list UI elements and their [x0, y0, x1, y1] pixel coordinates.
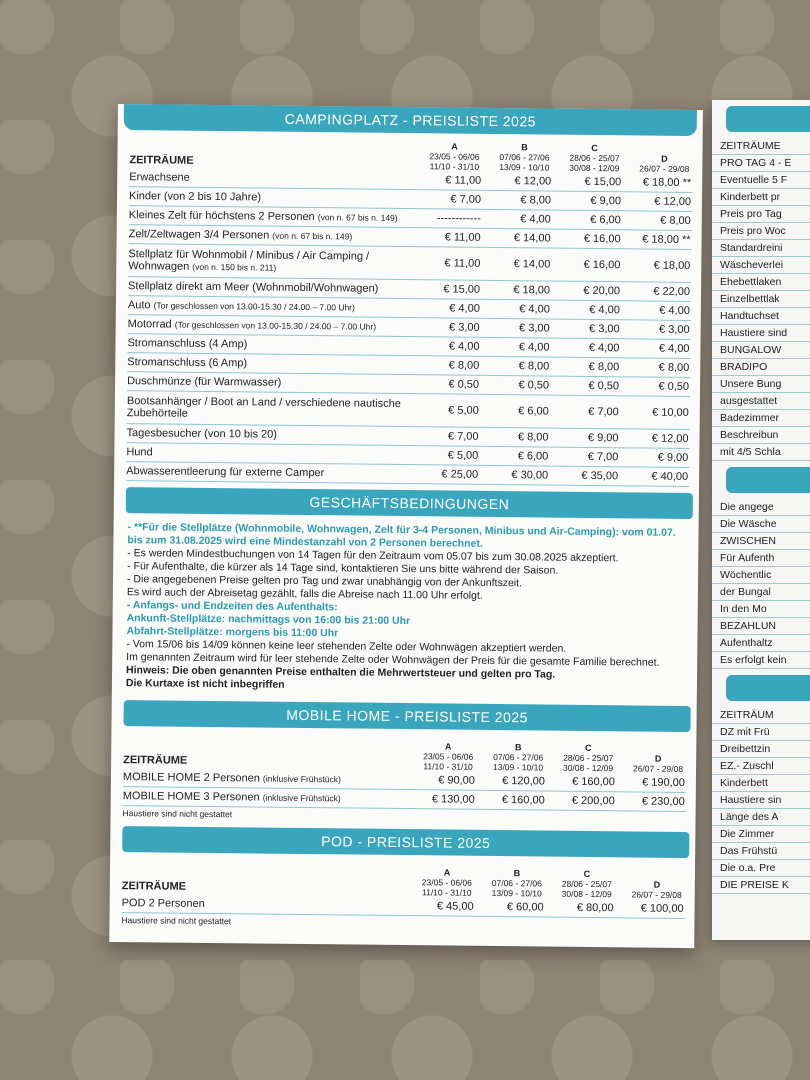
right-page-line: Kinderbett — [712, 775, 810, 792]
condition-item: Abfahrt-Stellplätze: morgens bis 11:00 Uhr — [126, 625, 339, 640]
condition-item: - **Für die Stellplätze (Wohnmobile, Wohnwagen, Zelt für 3-4 Personen, Minibus und Air-Camping): vom 01.07. bis zum 31.08.2025 wird eine Mindestanzahl von 2 Personen berechnet. — [127, 521, 676, 550]
right-page-line: Badezimmer — [712, 410, 810, 427]
condition-item: Ankunft-Stellplätze: nachmittags von 16:00 bis 21:00 Uhr — [126, 612, 411, 628]
right-page-line: Beschreibun — [712, 427, 810, 444]
season-dates: 30/08 - 12/09 — [569, 162, 620, 174]
condition-item: - Es werden Mindestbuchungen von 14 Tagen für den Zeitraum vom 05.07 bis zum 30.08.2025 akzeptiert. — [127, 547, 619, 565]
row-label — [127, 337, 417, 352]
row-label-text: MOBILE HOME 3 Personen — [122, 790, 260, 804]
right-page-line: Einzelbettlak — [712, 291, 810, 308]
price-cell: € 4,00 — [518, 341, 550, 354]
row-label-text: Stellplatz direkt am Meer (Wohnmobil/Wohnwagen) — [128, 280, 379, 295]
price-cell: € 4,00 — [519, 303, 550, 316]
season-letter: A — [444, 741, 452, 752]
row-label-note: (von n. 67 bis n. 149) — [317, 212, 398, 223]
price-cell: € 35,00 — [581, 469, 619, 483]
right-page-line: Haustiere sin — [712, 792, 810, 809]
price-cell: € 3,00 — [449, 321, 480, 334]
right-page-line: ausgestattet — [712, 393, 810, 410]
camping-title: CAMPINGPLATZ - PREISLISTE 2025 — [124, 104, 697, 136]
row-label — [126, 427, 416, 442]
right-page-line: Die Wäsche — [712, 516, 810, 533]
column-header — [123, 730, 686, 774]
mobile-home-title: MOBILE HOME - PREISLISTE 2025 — [123, 700, 690, 732]
right-page-line: Preis pro Tag — [712, 206, 810, 223]
price-cell: € 18,00 ** — [642, 176, 692, 190]
price-cell: ------------ — [436, 212, 481, 225]
column-header — [122, 856, 685, 900]
price-cell: € 0,50 — [588, 379, 620, 393]
row-label-note: (Tor geschlossen von 13.00-15.30 / 24.00 – 7.00 Uhr) — [153, 300, 355, 313]
condition-item: - Die angegebenen Preise gelten pro Tag und zwar unabhängig von der Ankunftszeit. — [126, 573, 523, 590]
right-page-mid — [712, 499, 810, 669]
price-cell: € 5,00 — [448, 404, 479, 417]
season-dates: 28/06 - 25/07 — [561, 878, 612, 890]
condition-item: - Für Aufenthalte, die kürzer als 14 Tage sind, kontaktieren Sie uns bitte während der Saison. — [127, 560, 559, 577]
season-column-d — [629, 153, 699, 174]
row-label-text: Duschmünze (für Warmwasser) — [127, 375, 282, 389]
price-cell: € 9,00 — [590, 194, 622, 208]
price-cell: € 120,00 — [502, 775, 545, 788]
condition-item: - Vom 15/06 bis 14/09 können keine leer stehenden Zelte oder Wohnwägen akzeptiert werden. — [126, 638, 567, 655]
season-dates: 11/10 - 31/10 — [429, 161, 480, 172]
right-page-line: mit 4/5 Schla — [712, 444, 810, 461]
zeitraume-label: ZEITRÄUME — [129, 154, 194, 167]
zeitraume-label: ZEITRÄUME — [121, 880, 187, 893]
pod-table — [109, 856, 695, 933]
price-cell: € 40,00 — [651, 470, 689, 483]
season-column-a — [413, 741, 483, 772]
right-page-line: Die angege — [712, 499, 810, 516]
row-label-text: Stromanschluss (4 Amp) — [127, 337, 248, 351]
conditions-title: GESCHÄFTSBEDINGUNGEN — [126, 487, 693, 519]
season-dates: 30/08 - 12/09 — [562, 762, 614, 774]
price-cell: € 80,00 — [576, 901, 614, 915]
price-cell: € 8,00 — [448, 359, 480, 372]
brochure-left-page — [109, 104, 703, 948]
right-page-line: Für Aufenth — [712, 550, 810, 567]
pets-note: Haustiere sind nicht gestattet — [122, 808, 233, 820]
price-cell: € 12,00 — [654, 195, 692, 209]
row-label — [128, 280, 418, 295]
right-page-top — [712, 138, 810, 461]
price-cell: € 8,00 — [660, 214, 691, 228]
right-page-line: Standardreini — [712, 240, 810, 257]
row-label — [127, 395, 417, 422]
price-cell: € 20,00 — [583, 284, 621, 298]
right-page-line: Die o.a. Pre — [712, 860, 810, 877]
price-cell: € 200,00 — [571, 794, 615, 808]
condition-item: Hinweis: Die oben genannten Preise enthalten die Mehrwertsteuer und gelten pro Tag. — [126, 664, 556, 681]
price-cell: € 230,00 — [641, 795, 685, 808]
price-cell: € 8,00 — [517, 431, 549, 444]
row-label-note: (Tor geschlossen von 13.00-15.30 / 24.00 – 7.00 Uhr) — [174, 319, 377, 332]
right-banner-mid — [726, 467, 810, 493]
price-cell: € 0,50 — [448, 378, 480, 391]
season-dates: 28/06 - 25/07 — [569, 152, 620, 164]
right-page-line: Preis pro Woc — [712, 223, 810, 240]
row-label — [128, 248, 418, 275]
price-cell: € 12,00 — [651, 432, 689, 445]
price-cell: € 7,00 — [450, 193, 482, 206]
season-letter: A — [443, 867, 451, 878]
row-label-note: (inklusive Frühstück) — [262, 792, 341, 804]
row-label-text: Stromanschluss (6 Amp) — [127, 356, 248, 370]
row-label — [129, 190, 419, 205]
right-page-line: Das Frühstü — [712, 843, 810, 860]
price-cell: € 90,00 — [438, 774, 475, 787]
price-cell: € 3,00 — [659, 323, 690, 336]
price-cell: € 6,00 — [517, 450, 549, 463]
right-page-line: Länge des A — [712, 809, 810, 826]
condition-item: Im genannten Zeitraum wird für leer stehende Zelte oder Wohnwägen der Preis für die gesamte Familie berechnet. — [126, 651, 660, 669]
season-column-a — [419, 141, 489, 172]
right-page-line: der Bungal — [712, 584, 810, 601]
price-cell: € 25,00 — [441, 468, 479, 481]
price-cell: € 15,00 — [443, 283, 481, 296]
row-label — [127, 356, 417, 371]
right-page-line: Unsere Bung — [712, 376, 810, 393]
row-label — [129, 171, 419, 186]
right-page-line: Wöchentlic — [712, 567, 810, 584]
right-page-line: Eventuelle 5 F — [712, 172, 810, 189]
right-page-line: Dreibettzin — [712, 741, 810, 758]
season-column-d — [623, 753, 693, 774]
price-cell: € 4,00 — [448, 340, 480, 353]
row-label — [129, 228, 419, 243]
season-letter: A — [451, 141, 458, 152]
season-column-a — [412, 867, 482, 898]
price-cell: € 8,00 — [658, 361, 690, 374]
row-label — [123, 771, 413, 786]
season-dates: 13/09 - 10/10 — [491, 887, 542, 899]
price-cell: € 16,00 — [583, 258, 621, 272]
right-page-line: ZEITRÄUME — [712, 138, 810, 155]
price-cell: € 130,00 — [431, 793, 475, 806]
row-label-note: (von n. 150 bis n. 211) — [192, 261, 277, 273]
season-dates: 30/08 - 12/09 — [561, 888, 612, 900]
row-label-text: Stellplatz für Wohnmobil / Minibus / Air Camping / Wohnwagen — [128, 248, 370, 273]
row-label-text: Tagesbesucher (von 10 bis 20) — [126, 427, 278, 441]
season-dates: 11/10 - 31/10 — [421, 887, 472, 898]
mobile-home-table — [111, 730, 697, 826]
price-cell: € 18,00 — [653, 259, 691, 273]
price-cell: € 9,00 — [587, 431, 619, 445]
row-label-text: MOBILE HOME 2 Personen — [122, 771, 260, 785]
season-letter: D — [654, 753, 662, 764]
season-letter: C — [583, 868, 591, 879]
pod-title: POD - PREISLISTE 2025 — [122, 826, 689, 858]
zeitraume-label: ZEITRÄUME — [123, 754, 188, 767]
season-column-d — [622, 879, 692, 900]
right-page-line: DIE PREISE K — [712, 877, 810, 894]
price-cell: € 4,00 — [588, 341, 620, 355]
season-column-b — [483, 742, 553, 773]
condition-item: - Anfangs- und Endzeiten des Aufenthalts: — [126, 599, 338, 614]
right-page-line: ZWISCHEN — [712, 533, 810, 550]
row-label-text: Hund — [126, 446, 153, 459]
season-dates: 26/07 - 29/08 — [639, 163, 690, 174]
season-column-c — [559, 143, 629, 174]
price-cell: € 11,00 — [444, 231, 481, 244]
price-cell: € 14,00 — [513, 232, 551, 245]
season-letter: C — [591, 142, 598, 154]
row-label-text: POD 2 Personen — [121, 897, 205, 910]
season-dates: 23/05 - 06/06 — [429, 151, 480, 162]
right-page-line: Kinderbett pr — [712, 189, 810, 206]
price-cell: € 4,00 — [449, 302, 480, 315]
brochure-right-page — [712, 100, 810, 940]
season-column-b — [489, 142, 559, 173]
right-page-line: Handtuchset — [712, 308, 810, 325]
price-cell: € 0,50 — [518, 379, 550, 392]
season-dates: 23/05 - 06/06 — [421, 877, 472, 888]
row-label — [126, 465, 416, 480]
row-label — [128, 318, 418, 333]
row-label-text: Bootsanhänger / Boot an Land / verschiedene nautische Zubehörteile — [126, 395, 401, 420]
price-cell: € 45,00 — [436, 900, 474, 913]
season-dates: 11/10 - 31/10 — [423, 761, 473, 772]
price-cell: € 11,00 — [445, 174, 482, 187]
price-cell: € 18,00 — [513, 284, 551, 297]
right-page-line: Haustiere sind — [712, 325, 810, 342]
price-cell: € 7,00 — [587, 450, 619, 464]
price-cell: € 14,00 — [513, 258, 551, 271]
row-label-text: Zelt/Zeltwagen 3/4 Personen — [128, 228, 270, 242]
price-cell: € 4,00 — [658, 342, 690, 355]
season-column-b — [482, 868, 552, 899]
row-label-text: Erwachsene — [129, 171, 190, 184]
price-cell: € 6,00 — [518, 405, 549, 418]
conditions-list — [112, 517, 699, 700]
right-page-line: Ehebettlaken — [712, 274, 810, 291]
price-cell: € 8,00 — [588, 360, 620, 374]
season-column-c — [552, 869, 622, 900]
row-label — [128, 299, 418, 314]
right-page-line: BRADIPO — [712, 359, 810, 376]
price-cell: € 9,00 — [657, 451, 689, 464]
right-page-line: Es erfolgt kein — [712, 652, 810, 669]
row-label-text: Kleines Zelt für höchstens 2 Personen — [128, 209, 315, 224]
right-banner-bottom — [726, 675, 810, 701]
column-header — [129, 130, 692, 174]
price-cell: € 100,00 — [640, 902, 684, 915]
condition-item: Es wird auch der Abreisetag gezählt, falls die Abreise nach 11.00 Uhr erfolgt. — [126, 586, 483, 602]
condition-item: Die Kurtaxe ist nicht inbegriffen — [125, 677, 285, 691]
season-dates: 07/06 - 27/06 — [499, 151, 550, 163]
price-cell: € 10,00 — [652, 406, 689, 419]
price-cell: € 60,00 — [506, 901, 544, 914]
price-cell: € 7,00 — [588, 405, 619, 419]
season-dates: 28/06 - 25/07 — [563, 752, 614, 764]
season-letter: B — [514, 742, 522, 753]
season-letter: D — [661, 153, 668, 164]
row-label — [129, 209, 419, 224]
season-letter: D — [653, 879, 661, 890]
right-page-line: Aufenthaltz — [712, 635, 810, 652]
right-page-bottom — [712, 707, 810, 894]
price-cell: € 4,00 — [520, 213, 551, 226]
price-cell: € 22,00 — [653, 285, 691, 299]
price-cell: € 0,50 — [658, 380, 690, 393]
season-letter: B — [521, 142, 528, 153]
price-cell: € 30,00 — [511, 469, 549, 482]
row-label-note: (von n. 67 bis n. 149) — [272, 230, 353, 242]
row-label — [127, 375, 417, 390]
season-dates: 26/07 - 29/08 — [631, 889, 682, 900]
right-page-line: EZ.- Zuschl — [712, 758, 810, 775]
season-dates: 07/06 - 27/06 — [491, 877, 542, 889]
row-label — [126, 446, 416, 461]
season-letter: C — [584, 742, 592, 753]
right-page-line: In den Mo — [712, 601, 810, 618]
right-page-line: Die Zimmer — [712, 826, 810, 843]
price-cell: € 160,00 — [501, 794, 545, 807]
price-cell: € 4,00 — [589, 303, 620, 317]
season-dates: 26/07 - 29/08 — [632, 763, 684, 774]
price-cell: € 6,00 — [590, 213, 621, 227]
right-page-line: PRO TAG 4 - E — [712, 155, 810, 172]
row-label — [123, 790, 413, 805]
price-cell: € 11,00 — [444, 257, 481, 270]
season-letter: B — [513, 868, 521, 879]
camping-table — [114, 130, 703, 487]
season-column-c — [553, 743, 623, 774]
price-cell: € 190,00 — [642, 776, 685, 789]
price-cell: € 3,00 — [519, 322, 550, 335]
pets-note: Haustiere sind nicht gestattet — [121, 915, 232, 927]
season-dates: 07/06 - 27/06 — [493, 751, 544, 763]
price-cell: € 15,00 — [584, 175, 622, 189]
price-cell: € 7,00 — [447, 430, 479, 443]
price-cell: € 3,00 — [589, 322, 620, 336]
price-cell: € 4,00 — [659, 304, 690, 317]
right-page-line: Wäscheverlei — [712, 257, 810, 274]
right-page-line: ZEITRÄUM — [712, 707, 810, 724]
right-page-line: BUNGALOW — [712, 342, 810, 359]
right-page-line: BEZAHLUN — [712, 618, 810, 635]
row-label-text: Auto — [127, 299, 151, 312]
right-banner-top — [726, 106, 810, 132]
price-cell: € 160,00 — [572, 775, 615, 789]
row-label-text: Abwasserentleerung für externe Camper — [126, 465, 325, 480]
price-cell: € 8,00 — [520, 194, 552, 207]
price-cell: € 5,00 — [447, 449, 479, 462]
right-page-line: DZ mit Frü — [712, 724, 810, 741]
row-label-note: (inklusive Frühstück) — [262, 773, 341, 785]
season-dates: 23/05 - 06/06 — [423, 751, 474, 762]
season-dates: 13/09 - 10/10 — [492, 761, 544, 773]
price-cell: € 18,00 ** — [642, 233, 691, 247]
price-cell: € 12,00 — [514, 175, 552, 188]
price-cell: € 16,00 — [583, 232, 621, 246]
row-label — [122, 897, 412, 912]
row-label-text: Motorrad — [127, 318, 172, 331]
price-cell: € 8,00 — [518, 360, 550, 373]
season-dates: 13/09 - 10/10 — [499, 161, 550, 173]
row-label-text: Kinder (von 2 bis 10 Jahre) — [128, 190, 262, 204]
